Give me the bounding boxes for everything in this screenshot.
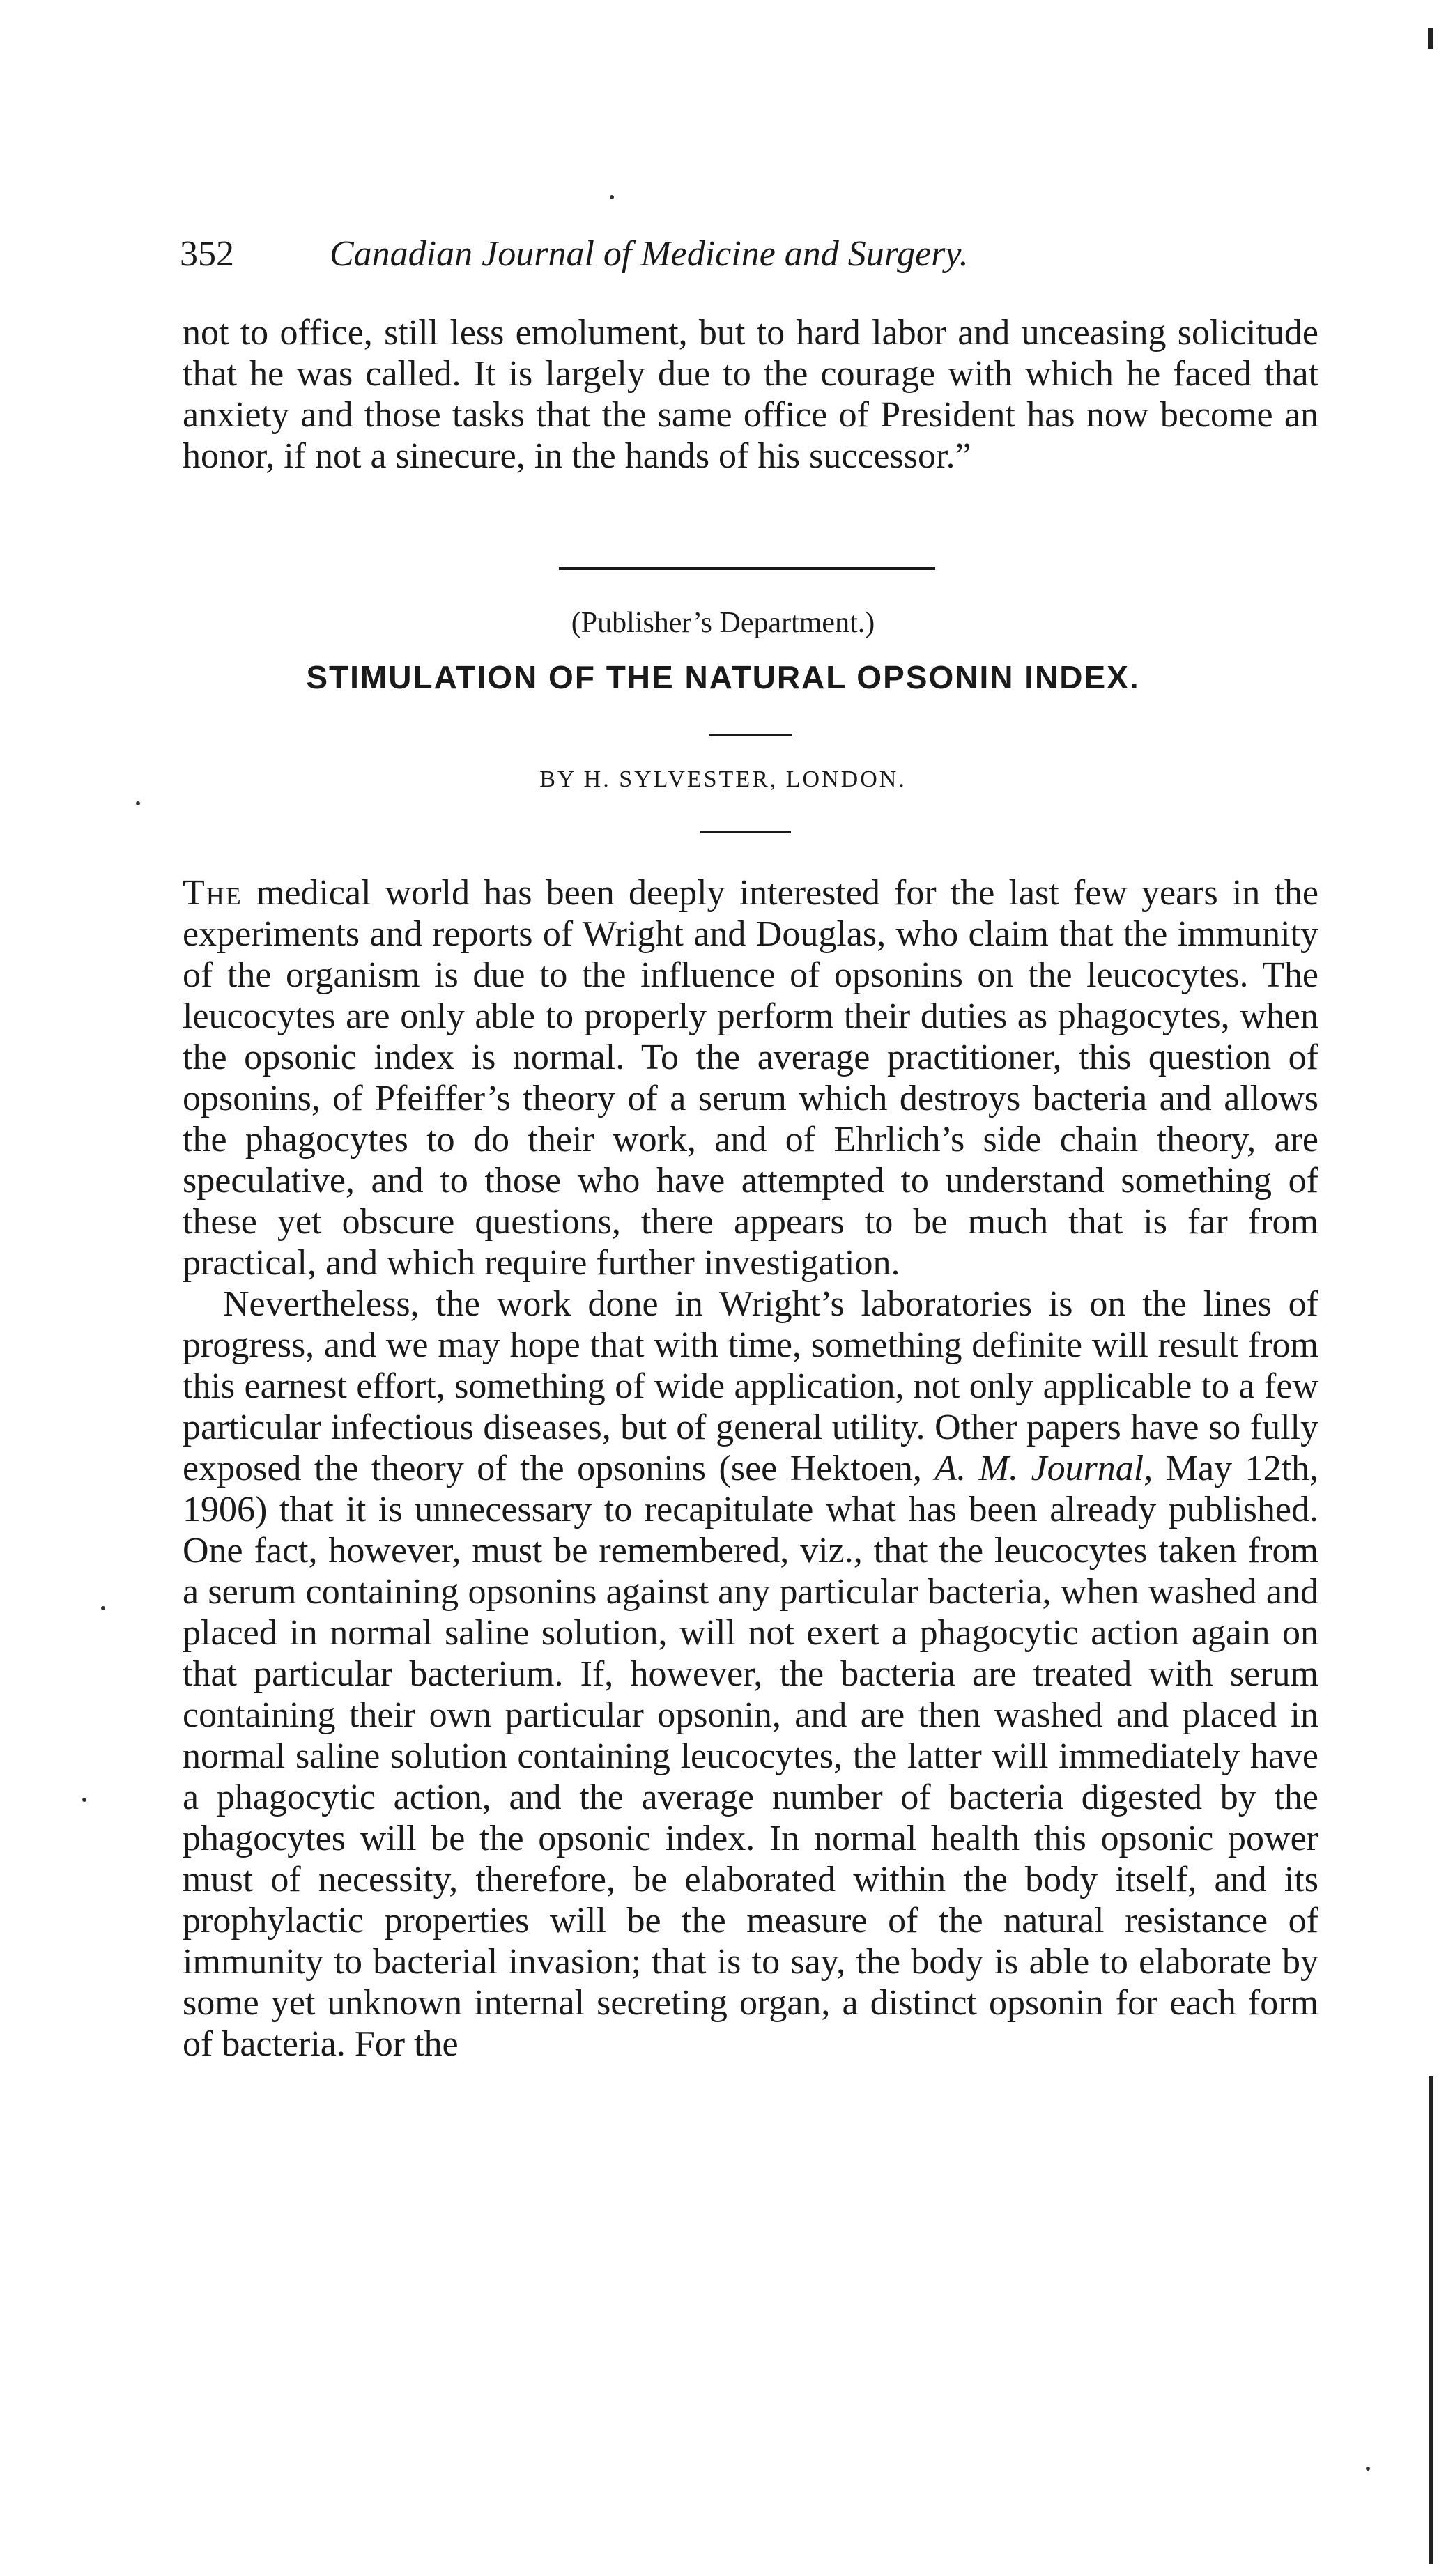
paragraph-1-text: medical world has been deeply interested for the last few years in the experiments and reports of Wright and Douglas, who claim that the immunity of the organism is due to the influence of opsonins on the leucocytes. The leucocytes are only able to properly perform their duties as phagocytes, when the opsonic index is normal. To the average practitioner, this question of opsonins, of Pfeiffer’s theory of a serum which destroys bacteria and allows the phagocytes to do their work, and of Ehrlich’s side chain theory, are speculative, and to those who have attempted to understand something of these yet obscure questions, there appears to be much that is far from practical, and which require further investigation. [183,873,1318,1283]
department-label: (Publisher’s Department.) [571,607,875,639]
article-byline: BY H. SYLVESTER, LONDON. [539,766,907,792]
running-head [180,233,1155,275]
page-edge-mark [1428,28,1433,49]
journal-title: Canadian Journal of Medicine and Surgery. [330,234,969,274]
ink-speck [136,801,140,805]
paragraph-2-text-b: May 12th, 1906) that it is unnecessary to recapitulate what has been already published. One fact, however, must be remembered, viz., that the leucocytes taken from a serum containing opsonins against any particular bacteria, when washed and placed in normal saline solution, will not exert a phagocytic action again on that particular bacterium. If, however, the bacteria are treated with serum containing their own particular opsonin, and are then washed and placed in normal saline solution containing leucocytes, the latter will immediately have a phagocytic action, and the average number of bacteria digested by the phagocytes will be the opsonic index. In normal health this opsonic power must of necessity, therefore, be elaborated within the body itself, and its prophylactic properties will be the measure of the natural resistance of immunity to bacterial invasion; that is to say, the body is able to elaborate by some yet unknown internal secreting organ, a distinct opsonin for each form of bacteria. For the [183,1449,1319,2064]
paragraph-2-text-a: Nevertheless, the work done in Wright’s laboratories is on the lines of progress, and we may hope that with time, something definite will result from this earnest effort, something of wide application, not only applicable to a few particular infectious diseases, but of general utility. Other papers have so fully exposed the theory of the opsonins (see Hektoen, [183,1284,1318,1488]
ink-speck [610,195,614,199]
carry-over-text: not to office, still less emolument, but to hard labor and unceasing solicitude that he was called. It is largely due to the courage with which he faced that anxiety and those tasks that the same office of President has now become an honor, if not a sinecure, in the hands of his successor.” [183,313,1318,476]
title-rule [709,734,792,736]
article-title: STIMULATION OF THE NATURAL OPSONIN INDEX. [306,659,1140,695]
section-divider [559,567,935,570]
ink-speck [82,1798,86,1802]
page-number: 352 [180,234,234,274]
ink-speck [1366,2467,1370,2471]
paragraph-2 [183,1283,1318,2065]
journal-citation: A. M. Journal, [934,1449,1153,1488]
carry-over-paragraph [183,312,1318,477]
ink-speck [101,1606,105,1610]
byline-rule [700,831,791,833]
paragraph-1 [183,872,1318,1283]
page-edge-shadow [1429,2076,1433,2564]
article-body [183,872,1318,2065]
paragraph-1-lead: The [183,873,243,913]
